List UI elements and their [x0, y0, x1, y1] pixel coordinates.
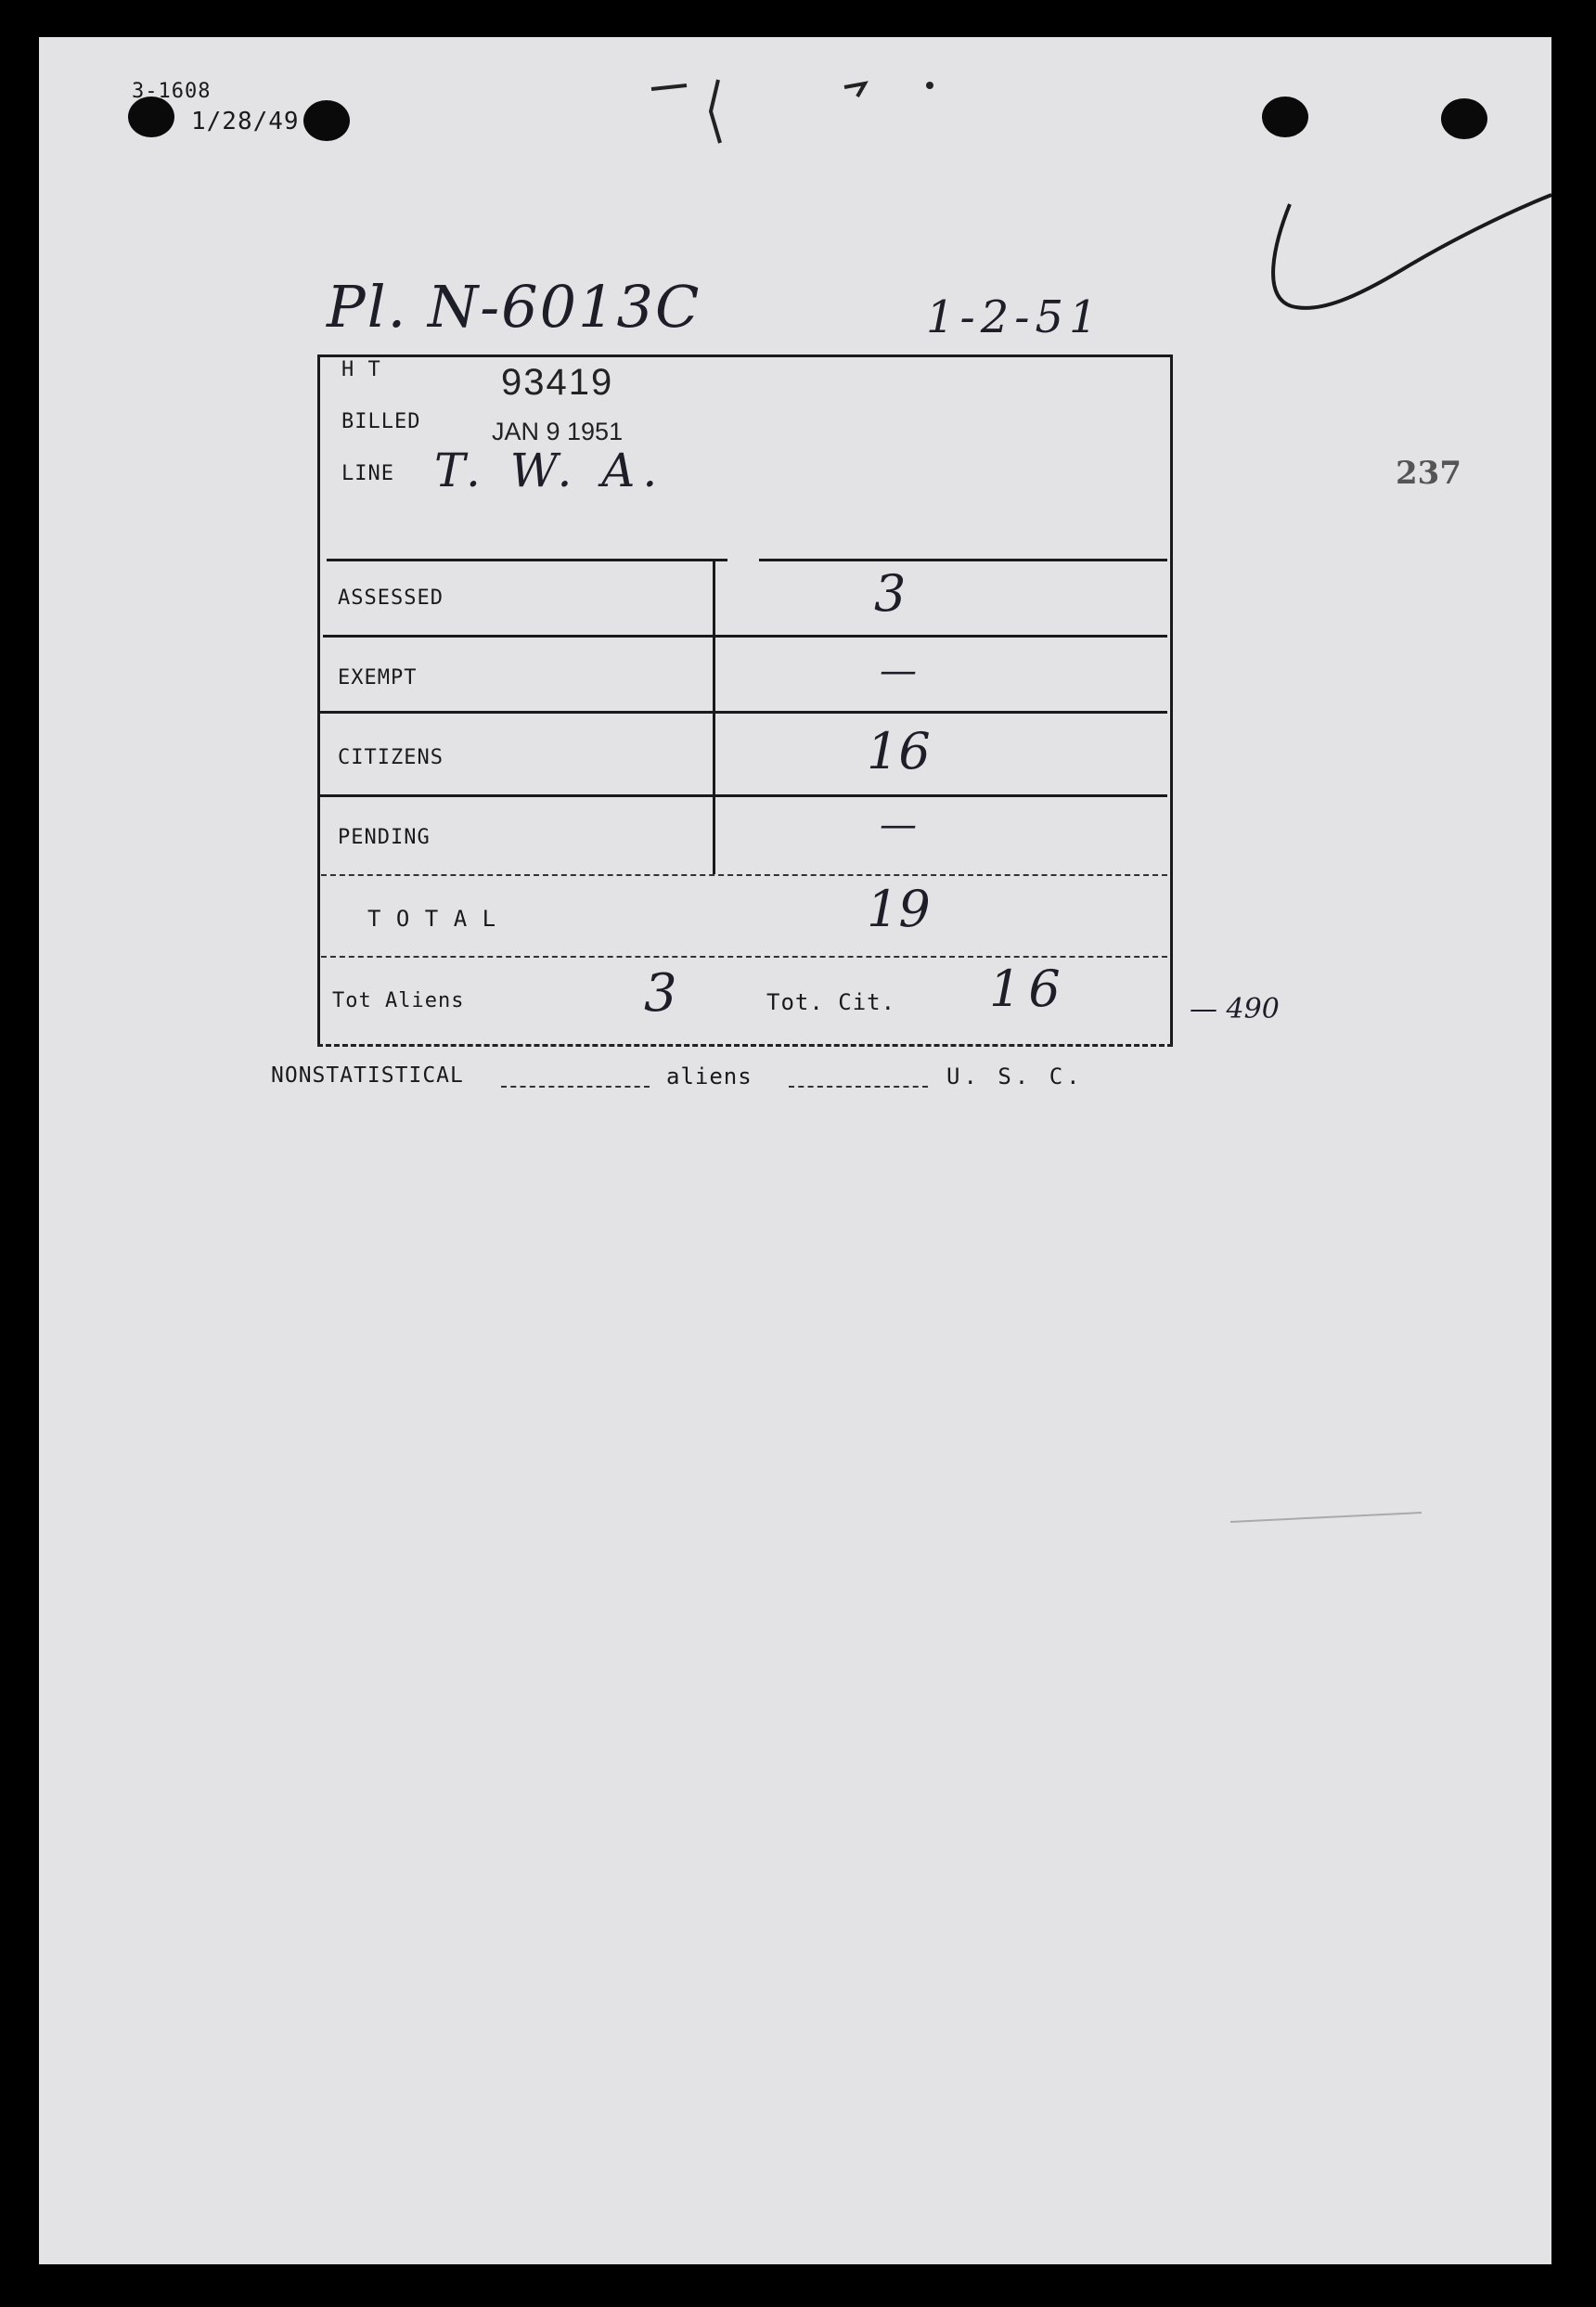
page-number: 237 [1396, 455, 1461, 492]
document-page [39, 37, 1551, 2264]
manifest-form [317, 354, 1173, 1046]
citizens-value: 16 [867, 722, 931, 780]
exempt-value: — [880, 650, 917, 692]
plane-number: Pl. N-6013C [327, 273, 701, 341]
nonstatistical-blank [501, 1086, 650, 1088]
check-mark [1255, 158, 1561, 343]
nonstatistical-label: NONSTATISTICAL [271, 1063, 464, 1088]
margin-note: — 490 [1190, 993, 1280, 1025]
usc-label: U. S. C. [946, 1063, 1084, 1089]
billed-label: BILLED [341, 410, 421, 433]
top-smudge-marks [614, 56, 1004, 158]
exempt-label: EXEMPT [338, 666, 418, 690]
assessed-label: ASSESSED [338, 586, 444, 610]
handwritten-date: 1-2-51 [926, 291, 1103, 343]
corner-code: 3-1608 [132, 80, 212, 103]
tot-cit-label: Tot. Cit. [766, 989, 896, 1015]
total-label: T O T A L [367, 906, 497, 932]
line-value: T. W. A. [434, 444, 665, 497]
citizens-label: CITIZENS [338, 746, 444, 769]
ht-label: H T [341, 358, 381, 381]
aliens-label: aliens [666, 1063, 753, 1089]
assessed-value: 3 [874, 564, 907, 623]
ht-number: 93419 [501, 362, 614, 403]
stray-mark [1227, 1503, 1431, 1531]
tot-cit-value: 16 [989, 960, 1068, 1018]
total-value: 19 [867, 880, 931, 938]
billed-date: JAN 9 1951 [492, 418, 624, 445]
line-label: LINE [341, 462, 394, 485]
aliens-blank [789, 1086, 928, 1088]
punch-hole-right-2 [1441, 98, 1487, 139]
corner-date: 1/28/49 [191, 108, 300, 135]
tot-aliens-value: 3 [644, 963, 677, 1024]
punch-hole-right-1 [1262, 97, 1308, 137]
pending-label: PENDING [338, 826, 431, 849]
pending-value: — [880, 804, 917, 846]
punch-hole-left-2 [303, 100, 350, 141]
tot-aliens-label: Tot Aliens [332, 989, 465, 1012]
